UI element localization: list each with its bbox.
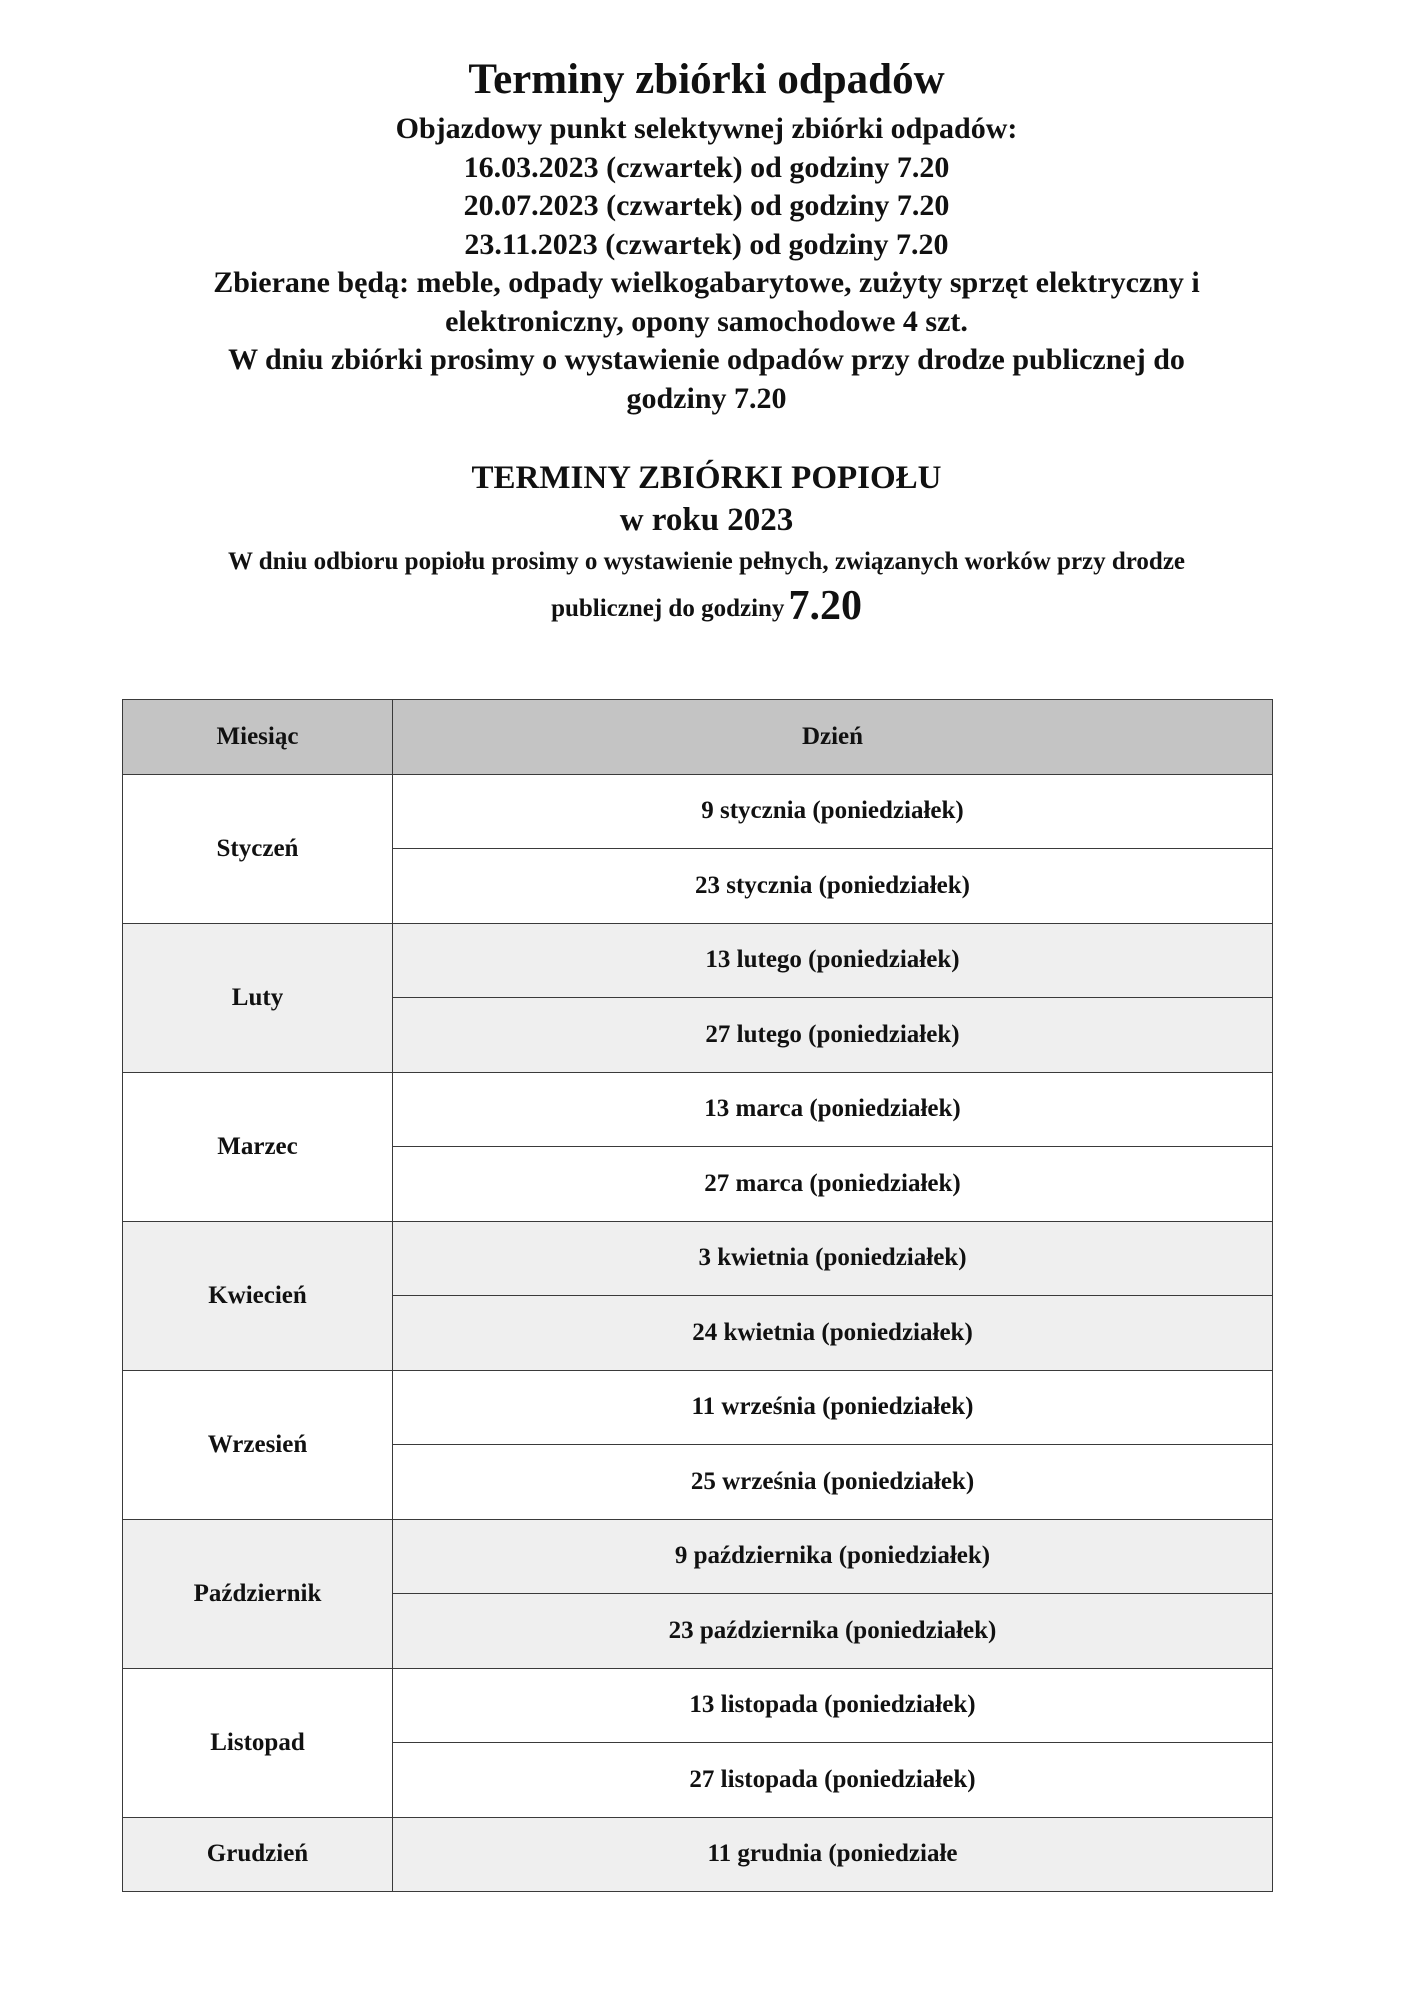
day-cell: 27 listopada (poniedziałek) [393, 1743, 1273, 1818]
table-row [123, 1668, 1273, 1743]
month-cell: Luty [123, 923, 393, 1072]
day-cell: 13 lutego (poniedziałek) [393, 923, 1273, 998]
table-row [123, 1370, 1273, 1445]
intro-line: 23.11.2023 (czwartek) od godziny 7.20 [464, 227, 949, 261]
month-cell: Listopad [123, 1668, 393, 1817]
day-cell: 23 stycznia (poniedziałek) [393, 849, 1273, 924]
day-cell: 27 marca (poniedziałek) [393, 1147, 1273, 1222]
day-cell: 24 kwietnia (poniedziałek) [393, 1296, 1273, 1371]
intro-line: 20.07.2023 (czwartek) od godziny 7.20 [463, 189, 950, 222]
ash-title: TERMINY ZBIÓRKI POPIOŁU [471, 460, 942, 496]
month-cell: Wrzesień [123, 1370, 393, 1519]
day-cell: 13 listopada (poniedziałek) [393, 1668, 1273, 1743]
intro-line: elektroniczny, opony samochodowe 4 szt. [445, 304, 968, 338]
intro-line: godziny 7.20 [626, 381, 787, 415]
ash-note-line: W dniu odbioru popiołu prosimy o wystawienie pełnych, związanych worków przy drodze [227, 548, 1186, 575]
intro-line: Zbierane będą: meble, odpady wielkogabarytowe, zużyty sprzęt elektryczny i [213, 266, 1200, 299]
ash-note [0, 545, 1413, 636]
ash-note-text: publicznej do godziny [551, 595, 785, 622]
month-cell: Kwiecień [123, 1221, 393, 1370]
day-cell: 11 września (poniedziałek) [393, 1370, 1273, 1445]
ash-note-time: 7.20 [788, 583, 862, 629]
day-cell: 27 lutego (poniedziałek) [393, 998, 1273, 1073]
ash-schedule-table [122, 699, 1273, 1892]
table-header-row [123, 700, 1273, 775]
table-row [123, 1817, 1273, 1892]
day-cell: 13 marca (poniedziałek) [393, 1072, 1273, 1147]
ash-subtitle: w roku 2023 [619, 502, 794, 538]
table-row [123, 1519, 1273, 1594]
intro-section [0, 110, 1413, 418]
column-header-month: Miesiąc [123, 700, 393, 775]
month-cell: Marzec [123, 1072, 393, 1221]
ash-note-line [0, 579, 1413, 636]
day-cell: 9 października (poniedziałek) [393, 1519, 1273, 1594]
day-cell: 25 września (poniedziałek) [393, 1445, 1273, 1520]
month-cell: Styczeń [123, 774, 393, 923]
ash-section-heading [0, 457, 1413, 541]
day-cell: 23 października (poniedziałek) [393, 1594, 1273, 1669]
intro-line: Objazdowy punkt selektywnej zbiórki odpadów: [395, 112, 1018, 145]
table-row [123, 774, 1273, 849]
table-row [123, 923, 1273, 998]
column-header-day: Dzień [393, 700, 1273, 775]
intro-line: 16.03.2023 (czwartek) od godziny 7.20 [463, 150, 950, 184]
table-row [123, 1221, 1273, 1296]
day-cell: 3 kwietnia (poniedziałek) [393, 1221, 1273, 1296]
page-title: Terminy zbiórki odpadów [468, 56, 945, 103]
intro-line: W dniu zbiórki prosimy o wystawienie odpadów przy drodze publicznej do [228, 343, 1185, 376]
month-cell: Październik [123, 1519, 393, 1668]
day-cell: 11 grudnia (poniedziałe [393, 1817, 1273, 1892]
month-cell: Grudzień [123, 1817, 393, 1892]
day-cell: 9 stycznia (poniedziałek) [393, 774, 1273, 849]
table-row [123, 1072, 1273, 1147]
